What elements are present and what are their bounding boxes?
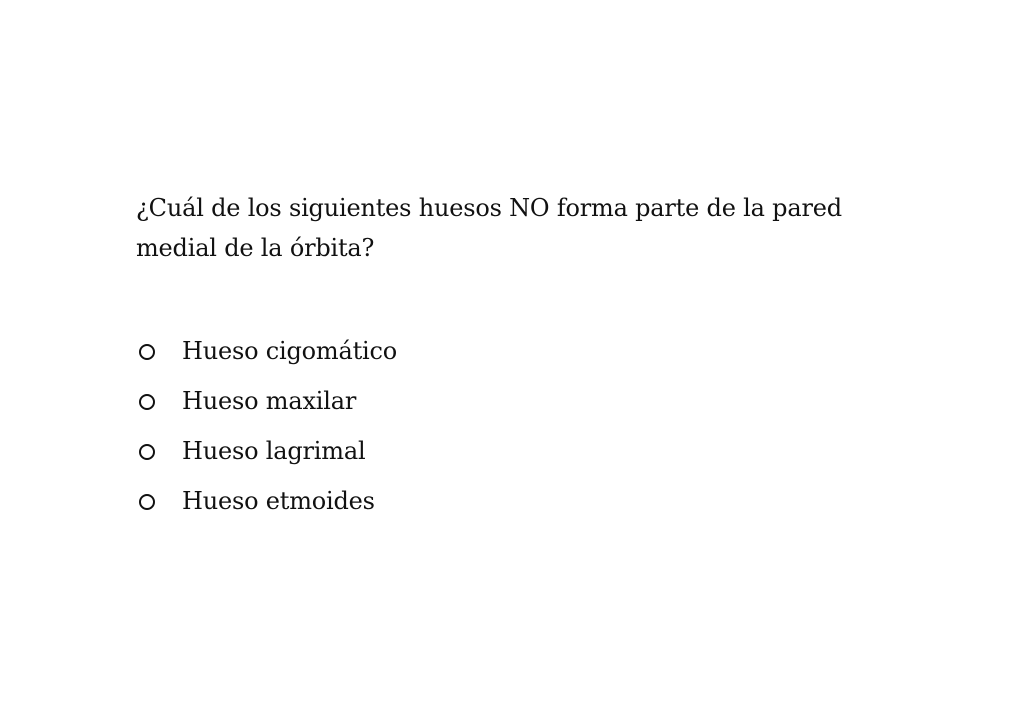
answer-option-label: Hueso cigomático	[182, 337, 397, 365]
radio-button[interactable]	[139, 494, 155, 510]
answer-options	[136, 326, 896, 526]
answer-option[interactable]	[136, 476, 896, 526]
radio-button[interactable]	[139, 394, 155, 410]
answer-option-label: Hueso maxilar	[182, 387, 357, 415]
answer-option[interactable]	[136, 426, 896, 476]
answer-option-label: Hueso etmoides	[182, 487, 375, 515]
radio-button[interactable]	[139, 344, 155, 360]
radio-button[interactable]	[139, 444, 155, 460]
question-text: ¿Cuál de los siguientes huesos NO forma parte de la pared medial de la órbita?	[136, 194, 842, 262]
answer-option[interactable]	[136, 376, 896, 426]
quiz-container	[136, 188, 896, 526]
answer-option[interactable]	[136, 326, 896, 376]
answer-option-label: Hueso lagrimal	[182, 437, 366, 465]
